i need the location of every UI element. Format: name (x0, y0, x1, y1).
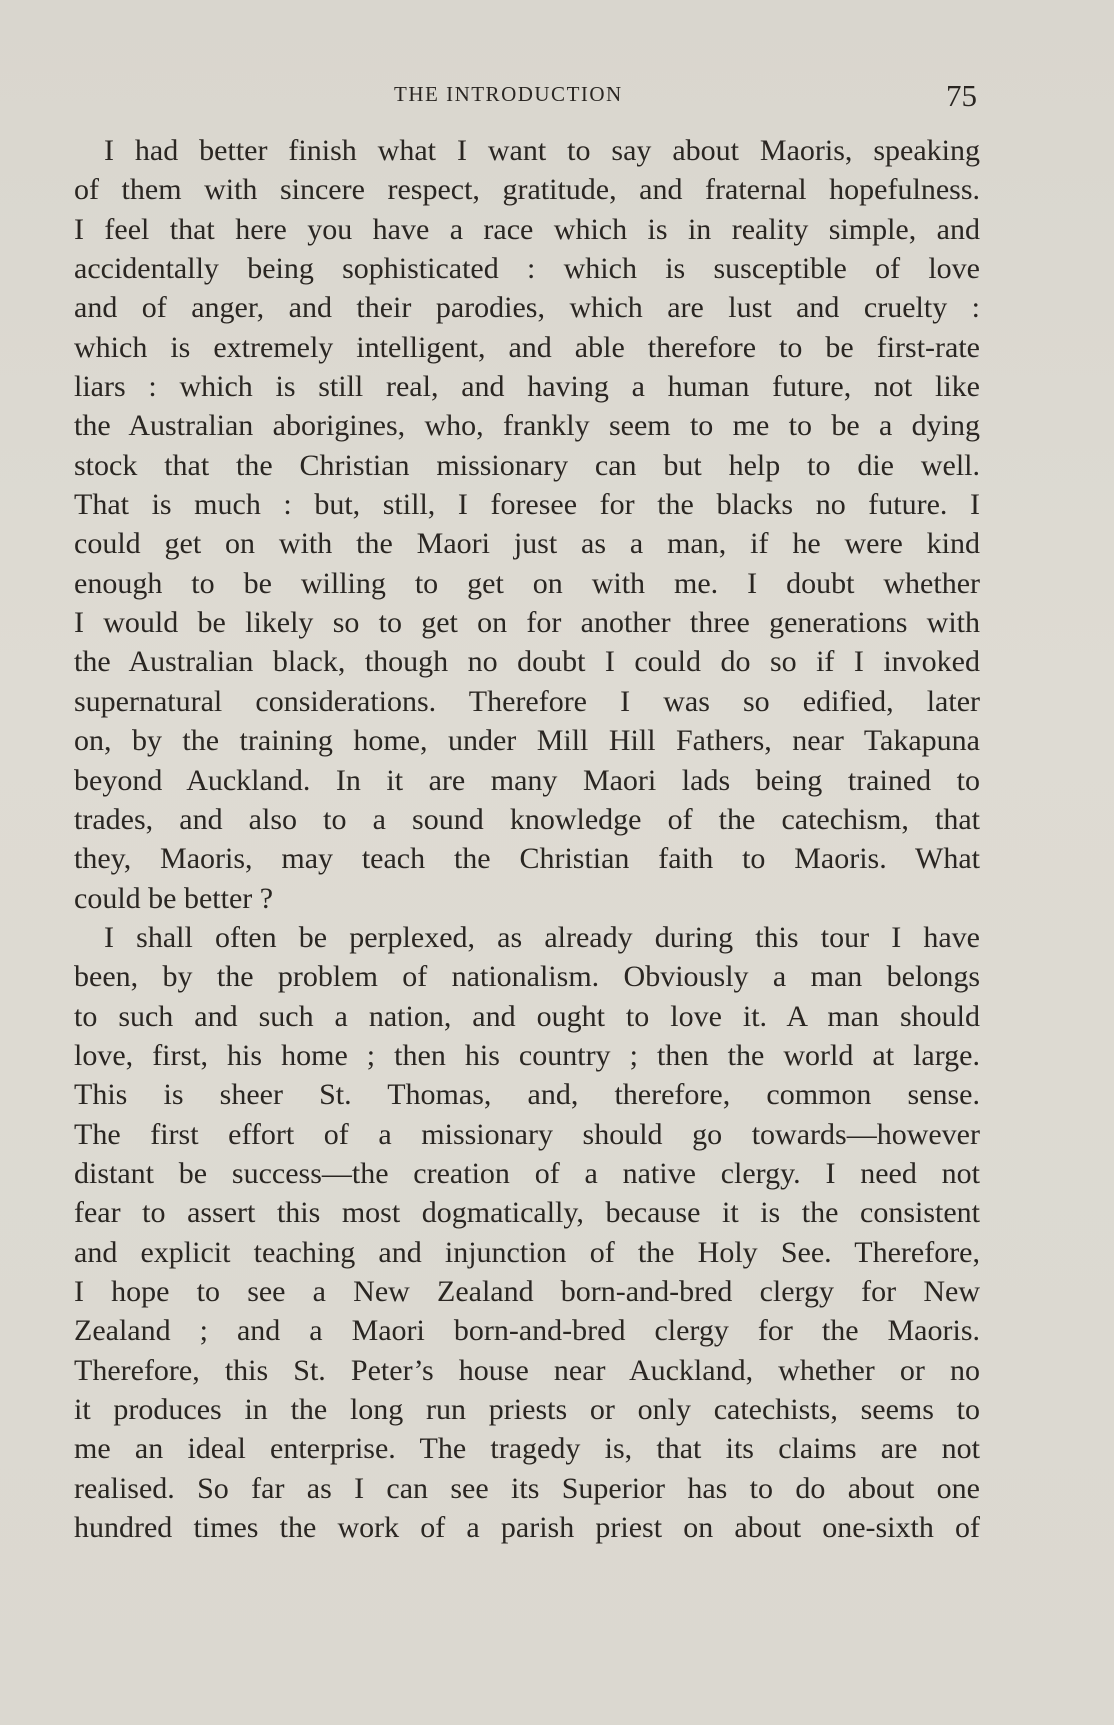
text-line: and of anger, and their parodies, which are lust and cruelty : (74, 291, 980, 325)
text-line: could get on with the Maori just as a man, if he were kind (74, 527, 980, 561)
text-line: stock that the Christian missionary can but help to die well. (74, 448, 980, 482)
text-line: hundred times the work of a parish priest on about one-sixth of (74, 1511, 980, 1545)
text-line: accidentally being sophisticated : which is susceptible of love (74, 252, 980, 286)
text-line: the Australian aborigines, who, frankly seem to me to be a dying (74, 409, 980, 443)
text-line: of them with sincere respect, gratitude, and fraternal hopefulness. (74, 173, 980, 207)
text-line: which is extremely intelligent, and able therefore to be first-rate (74, 330, 980, 364)
text-line: Therefore, this St. Peter’s house near Auckland, whether or no (74, 1353, 980, 1387)
text-line: I shall often be perplexed, as already during this tour I have (104, 920, 980, 954)
text-line: realised. So far as I can see its Superior has to do about one (74, 1471, 980, 1505)
text-line: the Australian black, though no doubt I could do so if I invoked (74, 645, 980, 679)
text-line: to such and such a nation, and ought to love it. A man should (74, 999, 980, 1033)
text-line: fear to assert this most dogmatically, because it is the consistent (74, 1196, 980, 1230)
text-line: it produces in the long run priests or only catechists, seems to (74, 1393, 980, 1426)
text-line: they, Maoris, may teach the Christian faith to Maoris. What (74, 842, 980, 876)
text-line: me an ideal enterprise. The tragedy is, that its claims are not (74, 1432, 980, 1466)
text-line: on, by the training home, under Mill Hill Fathers, near Takapuna (74, 724, 980, 758)
text-line: enough to be willing to get on with me. I doubt whether (74, 566, 980, 600)
text-line: I feel that here you have a race which is in reality simple, and (74, 212, 980, 246)
text-line: trades, and also to a sound knowledge of the catechism, that (74, 802, 980, 836)
text-line: Zealand ; and a Maori born-and-bred clergy for the Maoris. (74, 1314, 980, 1348)
text-line: and explicit teaching and injunction of the Holy See. Therefore, (74, 1235, 980, 1269)
text-line: could be better ? (74, 881, 274, 915)
text-line: The first effort of a missionary should go towards—however (74, 1117, 980, 1151)
body-text (74, 131, 980, 1547)
text-line: I would be likely so to get on for another three generations with (74, 606, 980, 640)
text-line: been, by the problem of nationalism. Obviously a man belongs (74, 960, 980, 994)
text-line: distant be success—the creation of a native clergy. I need not (74, 1156, 980, 1190)
page-number: 75 (946, 78, 977, 113)
text-line: I had better finish what I want to say about Maoris, speaking (104, 134, 980, 167)
running-head (0, 78, 1114, 118)
text-line: liars : which is still real, and having a human future, not like (74, 370, 980, 404)
text-line: That is much : but, still, I foresee for the blacks no future. I (74, 488, 980, 522)
text-line: supernatural considerations. Therefore I was so edified, later (74, 684, 980, 718)
text-line: love, first, his home ; then his country ; then the world at large. (74, 1038, 980, 1072)
text-line: This is sheer St. Thomas, and, therefore, common sense. (74, 1078, 980, 1112)
running-title: THE INTRODUCTION (394, 82, 623, 106)
text-line: I hope to see a New Zealand born-and-bred clergy for New (74, 1274, 980, 1308)
text-line: beyond Auckland. In it are many Maori lads being trained to (74, 763, 980, 797)
